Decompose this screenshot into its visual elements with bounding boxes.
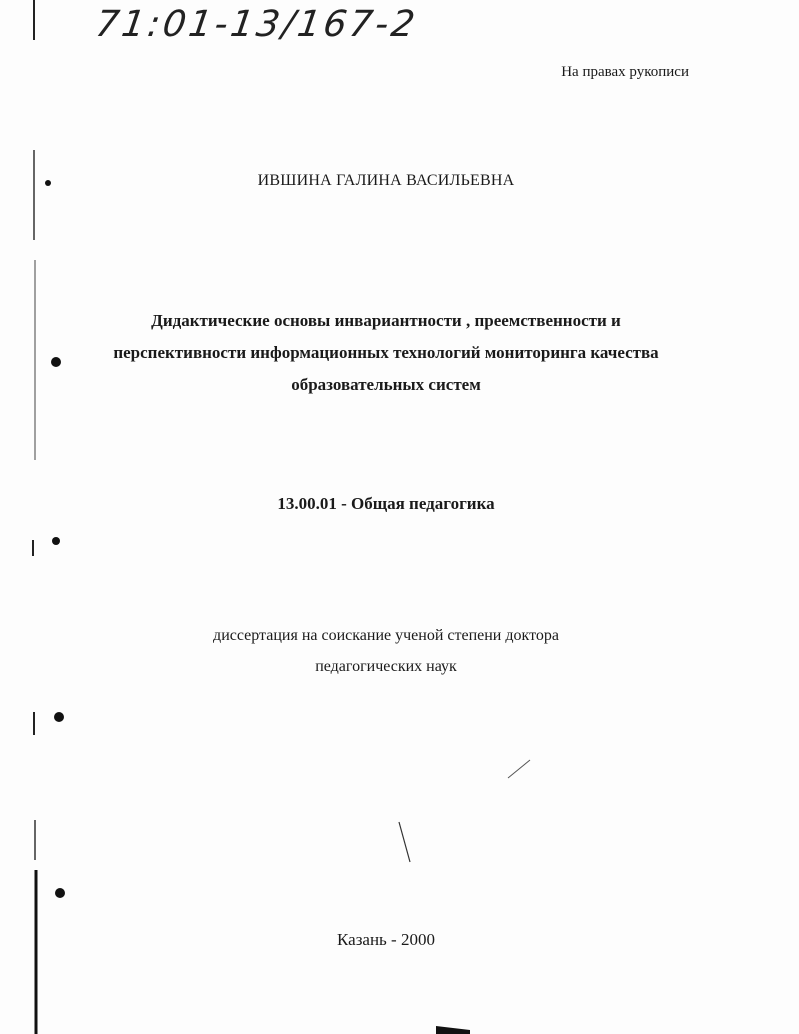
dissertation-title — [60, 305, 712, 401]
degree-line: педагогических наук — [315, 658, 457, 675]
handwritten-catalog-code: 71:01-13/167-2 — [93, 4, 421, 45]
place-and-year: Казань - 2000 — [337, 930, 435, 949]
pencil-stroke — [508, 760, 530, 778]
manuscript-rights-note: На правах рукописи — [561, 64, 689, 80]
title-line: Дидактические основы инвариантности , преемственности и — [151, 311, 621, 330]
specialty-code: 13.00.01 - Общая педагогика — [277, 494, 495, 513]
punch-hole-mark — [52, 537, 60, 545]
scan-smudge — [436, 1026, 470, 1034]
author-name: ИВШИНА ГАЛИНА ВАСИЛЬЕВНА — [257, 172, 515, 189]
title-line: образовательных систем — [291, 375, 481, 394]
degree-line: диссертация на соискание ученой степени доктора — [213, 627, 559, 644]
punch-hole-mark — [54, 712, 64, 722]
title-line: перспективности информационных технологий мониторинга качества — [113, 343, 659, 362]
pencil-stroke — [399, 822, 410, 862]
degree-statement — [0, 620, 772, 682]
punch-hole-mark — [55, 888, 65, 898]
